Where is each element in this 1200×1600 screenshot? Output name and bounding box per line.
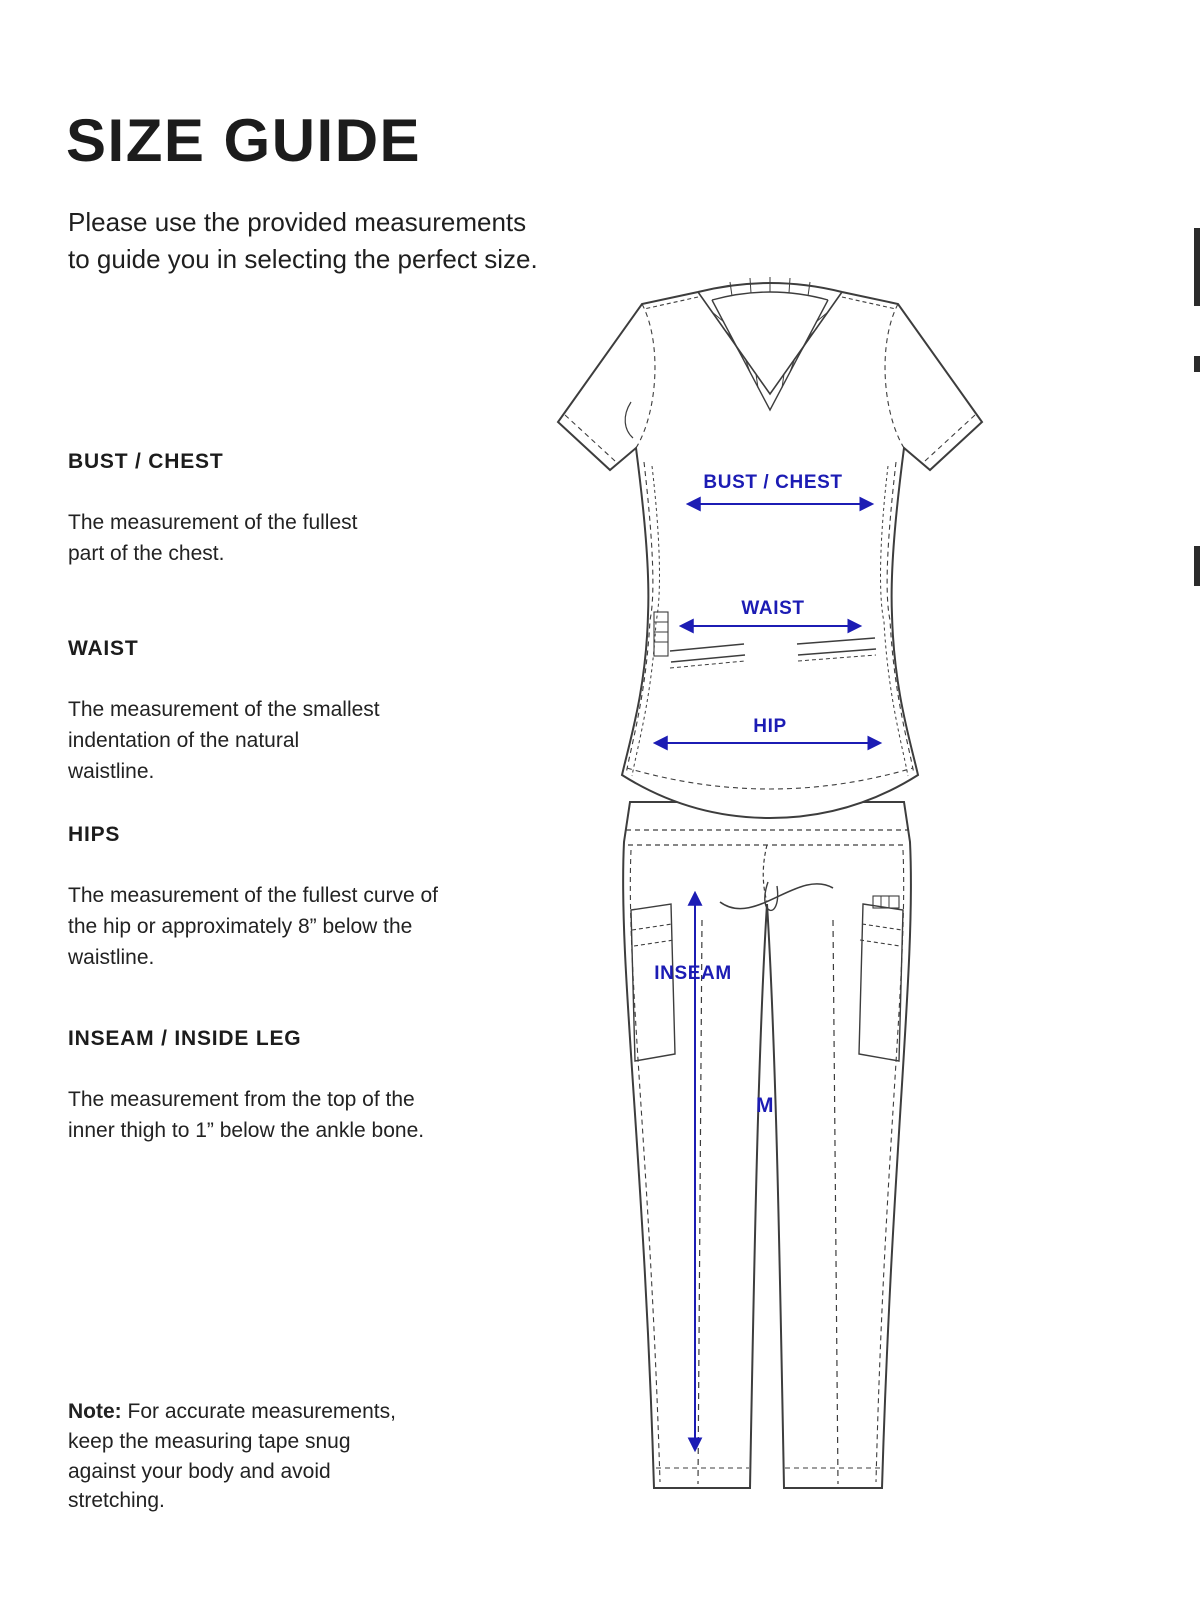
section-body-waist: The measurement of the smallest indentation of the natural waistline. <box>68 698 380 784</box>
section-heading-hips: HIPS <box>68 823 121 846</box>
bust-measure-label: BUST / CHEST <box>703 472 843 493</box>
waist-measure-label: WAIST <box>741 598 805 619</box>
right-edge-mark <box>1194 228 1200 306</box>
hip-measure-label: HIP <box>753 716 787 737</box>
scrub-pants-sketch <box>623 802 911 1488</box>
note-label: Note: <box>68 1400 122 1423</box>
right-edge-mark <box>1194 546 1200 586</box>
note-body: For accurate measurements, keep the measuring tape snug against your body and avoid stretching. <box>68 1400 396 1513</box>
section-body-bust: The measurement of the fullest part of the chest. <box>68 511 358 566</box>
garment-diagram <box>530 270 1000 1530</box>
section-heading-inseam: INSEAM / INSIDE LEG <box>68 1027 302 1050</box>
note <box>68 1397 418 1516</box>
section-body-hips: The measurement of the fullest curve of the hip or approximately 8” below the waistline. <box>68 884 439 970</box>
section-heading-waist: WAIST <box>68 637 139 660</box>
inseam-measure-label: INSEAM <box>654 963 732 984</box>
section-heading-bust: BUST / CHEST <box>68 450 224 473</box>
page-title: SIZE GUIDE <box>66 107 422 175</box>
section-body-inseam: The measurement from the top of the inner thigh to 1” below the ankle bone. <box>68 1088 425 1143</box>
garment-sketch <box>530 270 1000 1530</box>
intro-text: Please use the provided measurements to guide you in selecting the perfect size. <box>68 207 538 274</box>
right-edge-mark <box>1194 356 1200 372</box>
size-marker-label: M <box>755 1094 775 1117</box>
